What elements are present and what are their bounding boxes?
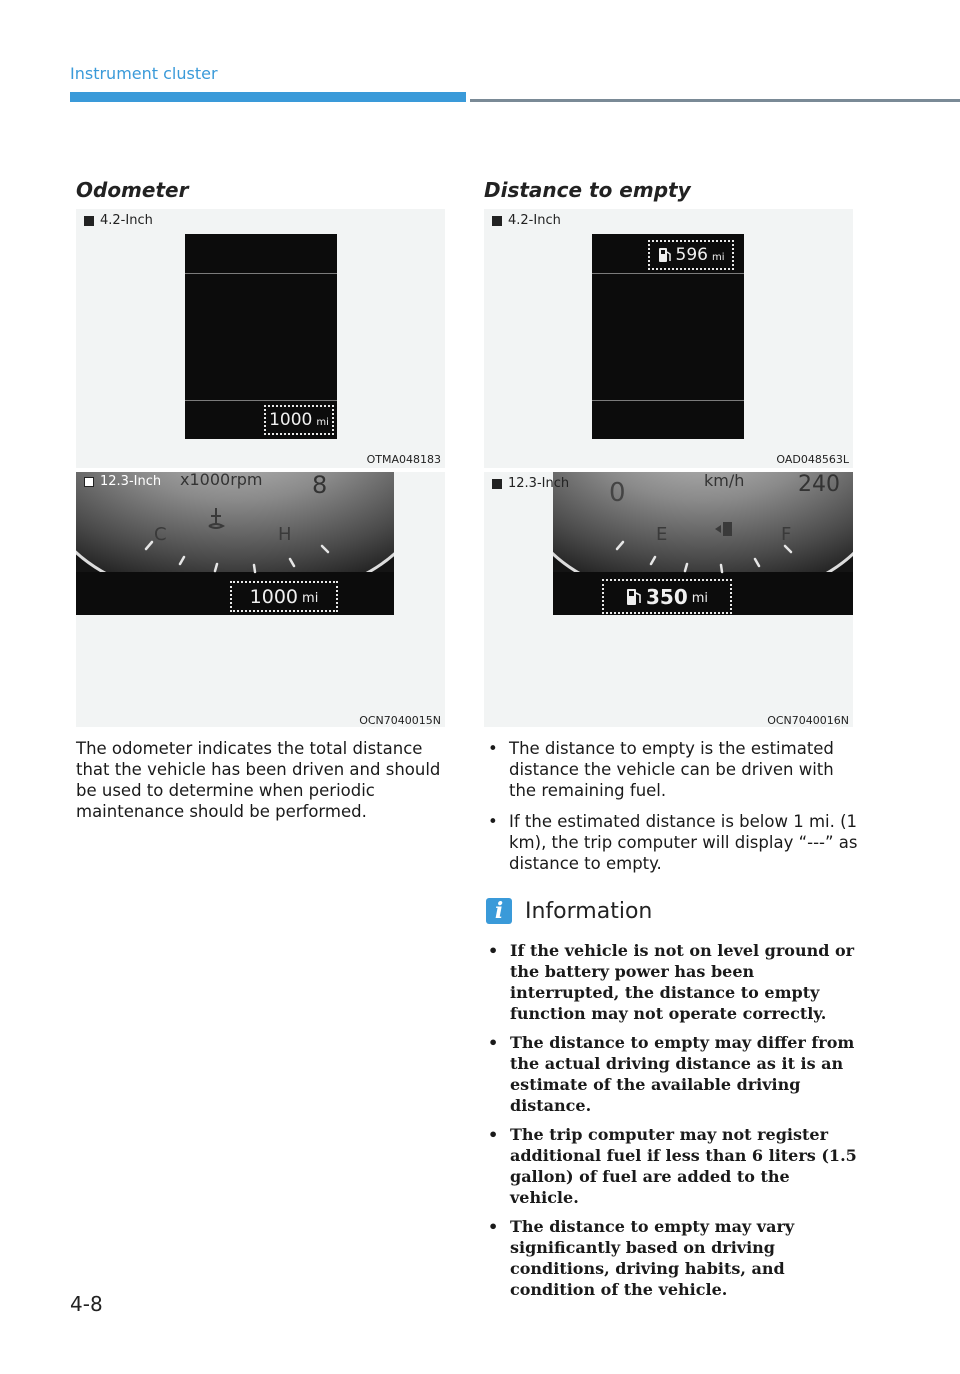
odometer-heading: Odometer xyxy=(76,178,189,202)
screen-divider xyxy=(592,273,744,274)
dte-bullet-list xyxy=(484,738,859,874)
dte-small-label: 4.2-Inch xyxy=(492,213,561,228)
gauge-number: 8 xyxy=(312,471,328,499)
list-item: • The trip computer may not register additional fuel if less than 6 liters (1.5 gallon) of fuel are added to the vehicle. xyxy=(488,1125,857,1207)
dte-large-label: 12.3-Inch xyxy=(492,476,569,491)
figure-code: OCN7040015N xyxy=(359,714,441,727)
odometer-unit: mi xyxy=(302,591,319,606)
gauge-hot-label: H xyxy=(278,524,292,545)
figure-code: OAD048563L xyxy=(776,453,849,466)
odometer-value: 1000 xyxy=(249,585,299,608)
header-rule-accent xyxy=(70,92,466,102)
odometer-unit: mi xyxy=(316,416,329,428)
dte-unit: mi xyxy=(711,251,725,263)
information-header xyxy=(486,898,652,924)
odometer-small-figure xyxy=(76,209,445,468)
list-item: • The distance to empty is the estimated distance the vehicle can be driven with the remaining fuel. xyxy=(488,739,834,800)
dte-large-figure xyxy=(484,472,853,727)
list-item: • The distance to empty may differ from the actual driving distance as it is an estimate of the available driving distance. xyxy=(488,1033,855,1115)
gauge-number-left: 0 xyxy=(609,478,626,508)
odometer-description: The odometer indicates the total distance that the vehicle has been driven and should be used to determine when periodic maintenance should be performed. xyxy=(76,739,441,821)
odometer-small-label: 4.2-Inch xyxy=(84,213,153,228)
odometer-large-label: 12.3-Inch xyxy=(84,474,161,489)
odometer-large-figure xyxy=(76,472,445,727)
dte-heading: Distance to empty xyxy=(484,178,691,202)
square-bullet-icon xyxy=(492,216,502,226)
screen-divider xyxy=(592,400,744,401)
dte-readout-box xyxy=(648,240,734,270)
odometer-readout-box xyxy=(264,405,334,435)
square-bullet-icon xyxy=(84,477,94,487)
dte-unit: mi xyxy=(691,591,709,606)
screen-divider xyxy=(185,400,337,401)
list-item: • The distance to empty may vary significantly based on driving conditions, driving habits, and condition of the vehicle. xyxy=(488,1217,795,1299)
dte-readout-box xyxy=(602,579,732,614)
fuel-pump-icon xyxy=(658,247,672,263)
section-title: Instrument cluster xyxy=(70,64,218,83)
list-item: • If the estimated distance is below 1 mi. (1 km), the trip computer will display “---” as distance to empty. xyxy=(488,812,858,873)
page-number: 4-8 xyxy=(70,1292,103,1316)
figure-code: OCN7040016N xyxy=(767,714,849,727)
information-title: Information xyxy=(525,898,653,924)
gauge-number: 240 xyxy=(798,472,840,497)
information-list xyxy=(484,940,862,1300)
square-bullet-icon xyxy=(84,216,94,226)
info-icon: i xyxy=(486,898,512,924)
gauge-scale-label: km/h xyxy=(704,471,745,490)
odometer-readout-box xyxy=(230,581,338,612)
odometer-value: 1000 xyxy=(269,410,313,430)
figure-code: OTMA048183 xyxy=(366,453,441,466)
square-bullet-icon xyxy=(492,479,502,489)
gauge-full-label: F xyxy=(781,524,792,545)
dte-value: 596 xyxy=(675,245,708,265)
cluster-screen xyxy=(592,234,744,439)
fuel-pump-icon xyxy=(626,588,642,606)
gauge-empty-label: E xyxy=(656,524,668,545)
dte-small-figure xyxy=(484,209,853,468)
gauge-scale-label: x1000rpm xyxy=(180,470,263,489)
screen-divider xyxy=(185,273,337,274)
dte-value: 350 xyxy=(645,584,688,609)
cluster-screen xyxy=(185,234,337,439)
header-rule xyxy=(470,99,960,102)
list-item: • If the vehicle is not on level ground or the battery power has been interrupted, the distance to empty function may not operate correctly. xyxy=(488,941,855,1023)
gauge-cold-label: C xyxy=(154,524,167,545)
